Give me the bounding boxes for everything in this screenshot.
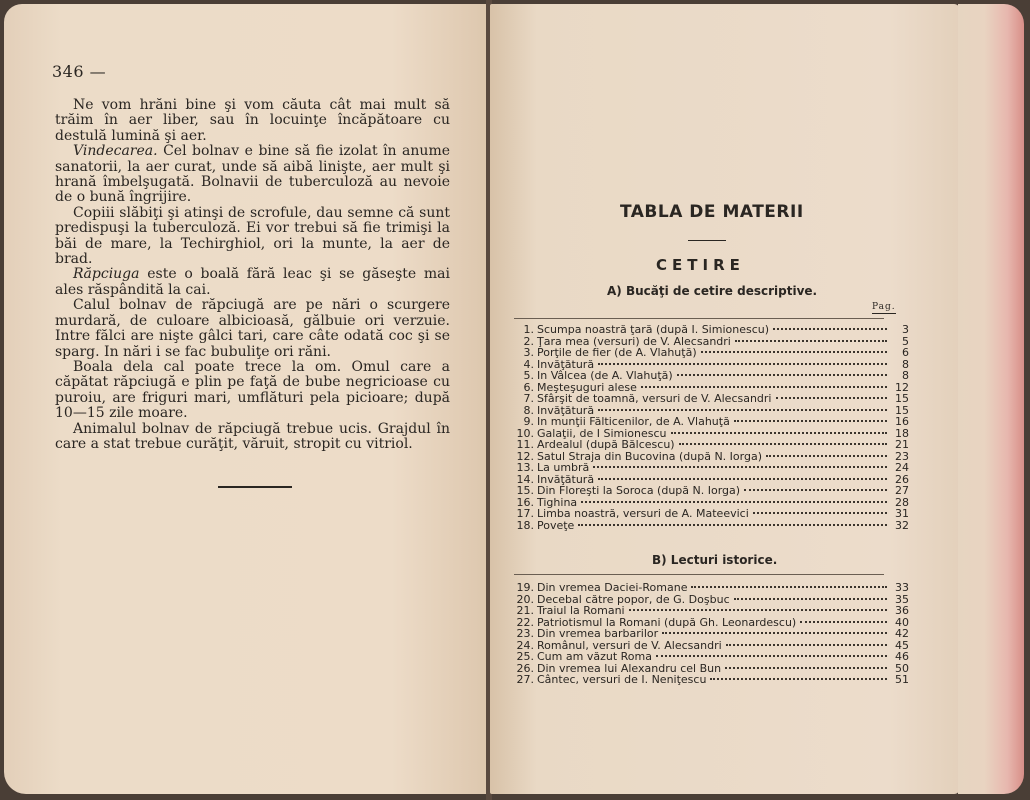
toc-entry-title: Invăţătură <box>537 357 595 371</box>
paragraph-lead: Vindecarea. <box>73 143 158 160</box>
toc-entry <box>514 370 909 382</box>
toc-entry-number: 17. <box>516 507 534 520</box>
toc-leader-dots <box>641 386 887 388</box>
paragraph: Ne vom hrăni bine şi vom căuta cât mai mult să trăim în aer liber, sau în locuinţe încăpătoare cu destulă lumină şi aer. <box>55 97 450 144</box>
toc-leader-dots <box>581 501 887 503</box>
toc-entry-page: 33 <box>895 581 909 594</box>
toc-entry-number: 1. <box>523 323 534 336</box>
toc-entry-title: Din vremea barbarilor <box>537 627 659 640</box>
toc-leader-dots <box>701 351 887 353</box>
toc-leader-dots <box>656 655 887 657</box>
toc-entry-number: 12. <box>516 449 534 463</box>
page-edge <box>958 4 1024 794</box>
toc-entry <box>514 674 909 686</box>
toc-entry-title: Porţile de fier (de A. Vlahuţă) <box>537 346 697 359</box>
toc-leader-dots <box>578 524 887 526</box>
toc-entry-number: 23. <box>516 627 534 640</box>
toc-entry-page: 36 <box>895 604 909 617</box>
toc-entry-number: 15. <box>516 484 534 497</box>
toc-leader-dots <box>735 340 887 342</box>
paragraph: Copiii slăbiţi şi atinşi de scrofule, dau semne că sunt predispuşi la tuberculoză. Ei vor trebui să fie trimişi la băi de mare, la Techirghiol, ori la munte, la aer de brad. <box>55 204 450 268</box>
toc-entry-number: 20. <box>516 592 534 606</box>
toc-entry <box>514 324 909 336</box>
toc-entry-number: 25. <box>516 650 534 663</box>
toc-entry-number: 8. <box>523 403 534 417</box>
paragraph: Boala dela cal poate trece la om. Omul care a căpătat răpciugă e plin pe faţă de bube negricioase cu puroiu, are friguri mari, umflături pela picioare; după 10—15 zile moare. <box>55 358 450 422</box>
toc-entry-number: 6. <box>523 380 534 394</box>
toc-entry-page: 35 <box>895 592 909 606</box>
toc-entry <box>514 651 909 663</box>
toc-entry-number: 7. <box>523 392 534 405</box>
toc-entry-page: 40 <box>895 615 909 629</box>
toc-entry-page: 16 <box>895 415 909 428</box>
paragraph: Animalul bolnav de răpciugă trebue ucis. Grajdul în care a stat trebue curăţit, văruit, stropit cu vitriol. <box>55 420 450 452</box>
toc-entry <box>514 508 909 520</box>
toc-leader-dots <box>671 432 888 434</box>
toc-entry-page: 50 <box>895 661 909 675</box>
toc-entry-number: 3. <box>523 346 534 359</box>
toc-entry-page: 28 <box>895 495 909 509</box>
toc-entry <box>514 605 909 617</box>
toc-entry-page: 51 <box>895 673 909 686</box>
toc-entry-title: Limba noastră, versuri de A. Mateevici <box>537 507 749 520</box>
toc-entry-number: 24. <box>516 638 534 652</box>
toc-entry <box>514 485 909 497</box>
toc-entry-title: La umbră <box>537 461 590 474</box>
section-b-title: B) Lecturi istorice. <box>652 553 778 567</box>
toc-entry <box>514 393 909 405</box>
toc-entry-number: 27. <box>516 673 534 686</box>
toc-entry-page: 27 <box>895 484 909 497</box>
toc-entry-page: 24 <box>895 461 909 474</box>
toc-entry-page: 26 <box>895 472 909 486</box>
toc-entry-page: 45 <box>895 638 909 652</box>
section-heading: CETIRE <box>656 256 745 274</box>
toc-entry-page: 46 <box>895 650 909 663</box>
toc-entry-title: Scumpa noastră ţară (după I. Simionescu) <box>537 323 770 336</box>
toc-entry-title: Tighina <box>537 495 578 509</box>
section-b-rule <box>514 574 884 575</box>
toc-entry-number: 13. <box>516 461 534 474</box>
toc-entry-title: Cum am văzut Roma <box>537 650 652 663</box>
toc-entry <box>514 582 909 594</box>
toc-leader-dots <box>744 489 887 491</box>
toc-entry-number: 18. <box>516 518 534 532</box>
toc-entry-page: 18 <box>895 426 909 440</box>
toc-entry-page: 8 <box>902 369 909 382</box>
toc-entry-page: 21 <box>895 438 909 451</box>
toc-leader-dots <box>726 644 887 646</box>
toc-entry-title: Decebal către popor, de G. Doşbuc <box>537 592 730 606</box>
pag-label: Pag. <box>872 302 896 312</box>
section-a-rule <box>514 318 884 319</box>
toc-entry-page: 5 <box>902 334 909 348</box>
toc-entry-number: 2. <box>523 334 534 348</box>
toc-title: TABLA DE MATERII <box>620 202 804 222</box>
toc-entry-number: 4. <box>523 357 534 371</box>
section-a-title: A) Bucăţi de cetire descriptive. <box>607 284 818 298</box>
section-separator <box>218 486 292 488</box>
toc-entry-title: Satul Straja din Bucovina (după N. Iorga) <box>537 449 762 463</box>
toc-entry <box>514 347 909 359</box>
paragraph-lead: Răpciuga <box>73 266 140 283</box>
toc-entry-title: Meşteşuguri alese <box>537 380 637 394</box>
toc-entry-title: Din Floreşti la Soroca (după N. Iorga) <box>537 484 741 497</box>
toc-entry-number: 26. <box>516 661 534 675</box>
toc-entry-title: Românul, versuri de V. Alecsandri <box>537 638 722 652</box>
toc-entry-number: 9. <box>523 415 534 428</box>
toc-entry-title: Cântec, versuri de I. Neniţescu <box>537 673 707 686</box>
toc-entry-title: Sfârşit de toamnă, versuri de V. Alecsandri <box>537 392 772 405</box>
toc-leader-dots <box>753 512 887 514</box>
toc-entry-number: 19. <box>516 581 534 594</box>
toc-leader-dots <box>598 409 887 411</box>
toc-entry-title: Invăţătură <box>537 403 595 417</box>
toc-entry-number: 10. <box>516 426 534 440</box>
toc-leader-dots <box>593 466 887 468</box>
toc-entry <box>514 439 909 451</box>
toc-entry-page: 42 <box>895 627 909 640</box>
toc-entry-page: 6 <box>902 346 909 359</box>
toc-entry-page: 23 <box>895 449 909 463</box>
toc-entry-page: 15 <box>895 392 909 405</box>
body-text <box>55 98 450 452</box>
toc-entry <box>514 462 909 474</box>
toc-entry-title: Din vremea Daciei-Romane <box>537 581 688 594</box>
toc-entry-page: 32 <box>895 518 909 532</box>
toc-entry-number: 14. <box>516 472 534 486</box>
page-number: 346 — <box>52 62 107 81</box>
toc-entry-title: In munţii Fălticenilor, de A. Vlahuţă <box>537 415 730 428</box>
toc-entry-title: Invăţătură <box>537 472 595 486</box>
toc-entry-title: Patriotismul la Romani (după Gh. Leonardescu) <box>537 615 797 629</box>
toc-entry <box>514 416 909 428</box>
paragraph: Calul bolnav de răpciugă are pe nări o scurgere murdară, de culoare albicioasă, gălbuie ori verzuie. Intre fălci are nişte gâlci tari, care câte odată coc şi se sparg. In nări i se fac bubuliţe ori răni. <box>55 297 450 360</box>
toc-leader-dots <box>629 609 887 611</box>
toc-entry-page: 3 <box>902 323 909 336</box>
toc-entry-page: 12 <box>895 380 909 394</box>
toc-leader-dots <box>662 632 887 634</box>
toc-leader-dots <box>691 586 887 588</box>
toc-entry <box>514 628 909 640</box>
toc-leader-dots <box>677 374 887 376</box>
toc-entry-title: Traiul la Romani <box>537 604 625 617</box>
paragraph: Vindecarea. Cel bolnav e bine să fie izolat în anume sanatorii, la aer curat, unde să aibă linişte, aer mult şi hrană îmbelşugată. Bolnavii de tuberculoză au nevoie de o bună îngrijire. <box>55 143 450 206</box>
toc-leader-dots <box>725 667 887 669</box>
toc-entry-number: 16. <box>516 495 534 509</box>
toc-entry-page: 15 <box>895 403 909 417</box>
toc-leader-dots <box>710 678 887 680</box>
toc-entry-page: 8 <box>902 357 909 371</box>
toc-leader-dots <box>734 598 887 600</box>
toc-entry-title: Poveţe <box>537 518 575 532</box>
toc-entry-number: 21. <box>516 604 534 617</box>
toc-entry-number: 22. <box>516 615 534 629</box>
toc-entry-title: Din vremea lui Alexandru cel Bun <box>537 661 722 675</box>
paragraph: Răpciuga este o boală fără leac şi se găseşte mai ales răspândită la cai. <box>55 266 450 298</box>
toc-leader-dots <box>800 621 887 623</box>
toc-entry-title: Galaţii, de I Simionescu <box>537 426 667 440</box>
toc-entry-page: 31 <box>895 507 909 520</box>
toc-leader-dots <box>598 363 887 365</box>
toc-list-a <box>514 324 909 531</box>
toc-entry <box>514 520 909 532</box>
title-rule <box>688 240 726 241</box>
toc-entry-number: 5. <box>523 369 534 382</box>
toc-leader-dots <box>598 478 887 480</box>
toc-leader-dots <box>679 443 887 445</box>
toc-entry-number: 11. <box>516 438 534 451</box>
toc-entry-title: In Vâlcea (de A. Vlahuţă) <box>537 369 673 382</box>
toc-leader-dots <box>776 397 888 399</box>
toc-leader-dots <box>773 328 887 330</box>
toc-entry-title: Ardealul (după Bălcescu) <box>537 438 675 451</box>
toc-entry-title: Ţara mea (versuri) de V. Alecsandri <box>537 334 731 348</box>
toc-leader-dots <box>766 455 887 457</box>
toc-list-b <box>514 582 909 686</box>
toc-leader-dots <box>734 420 887 422</box>
